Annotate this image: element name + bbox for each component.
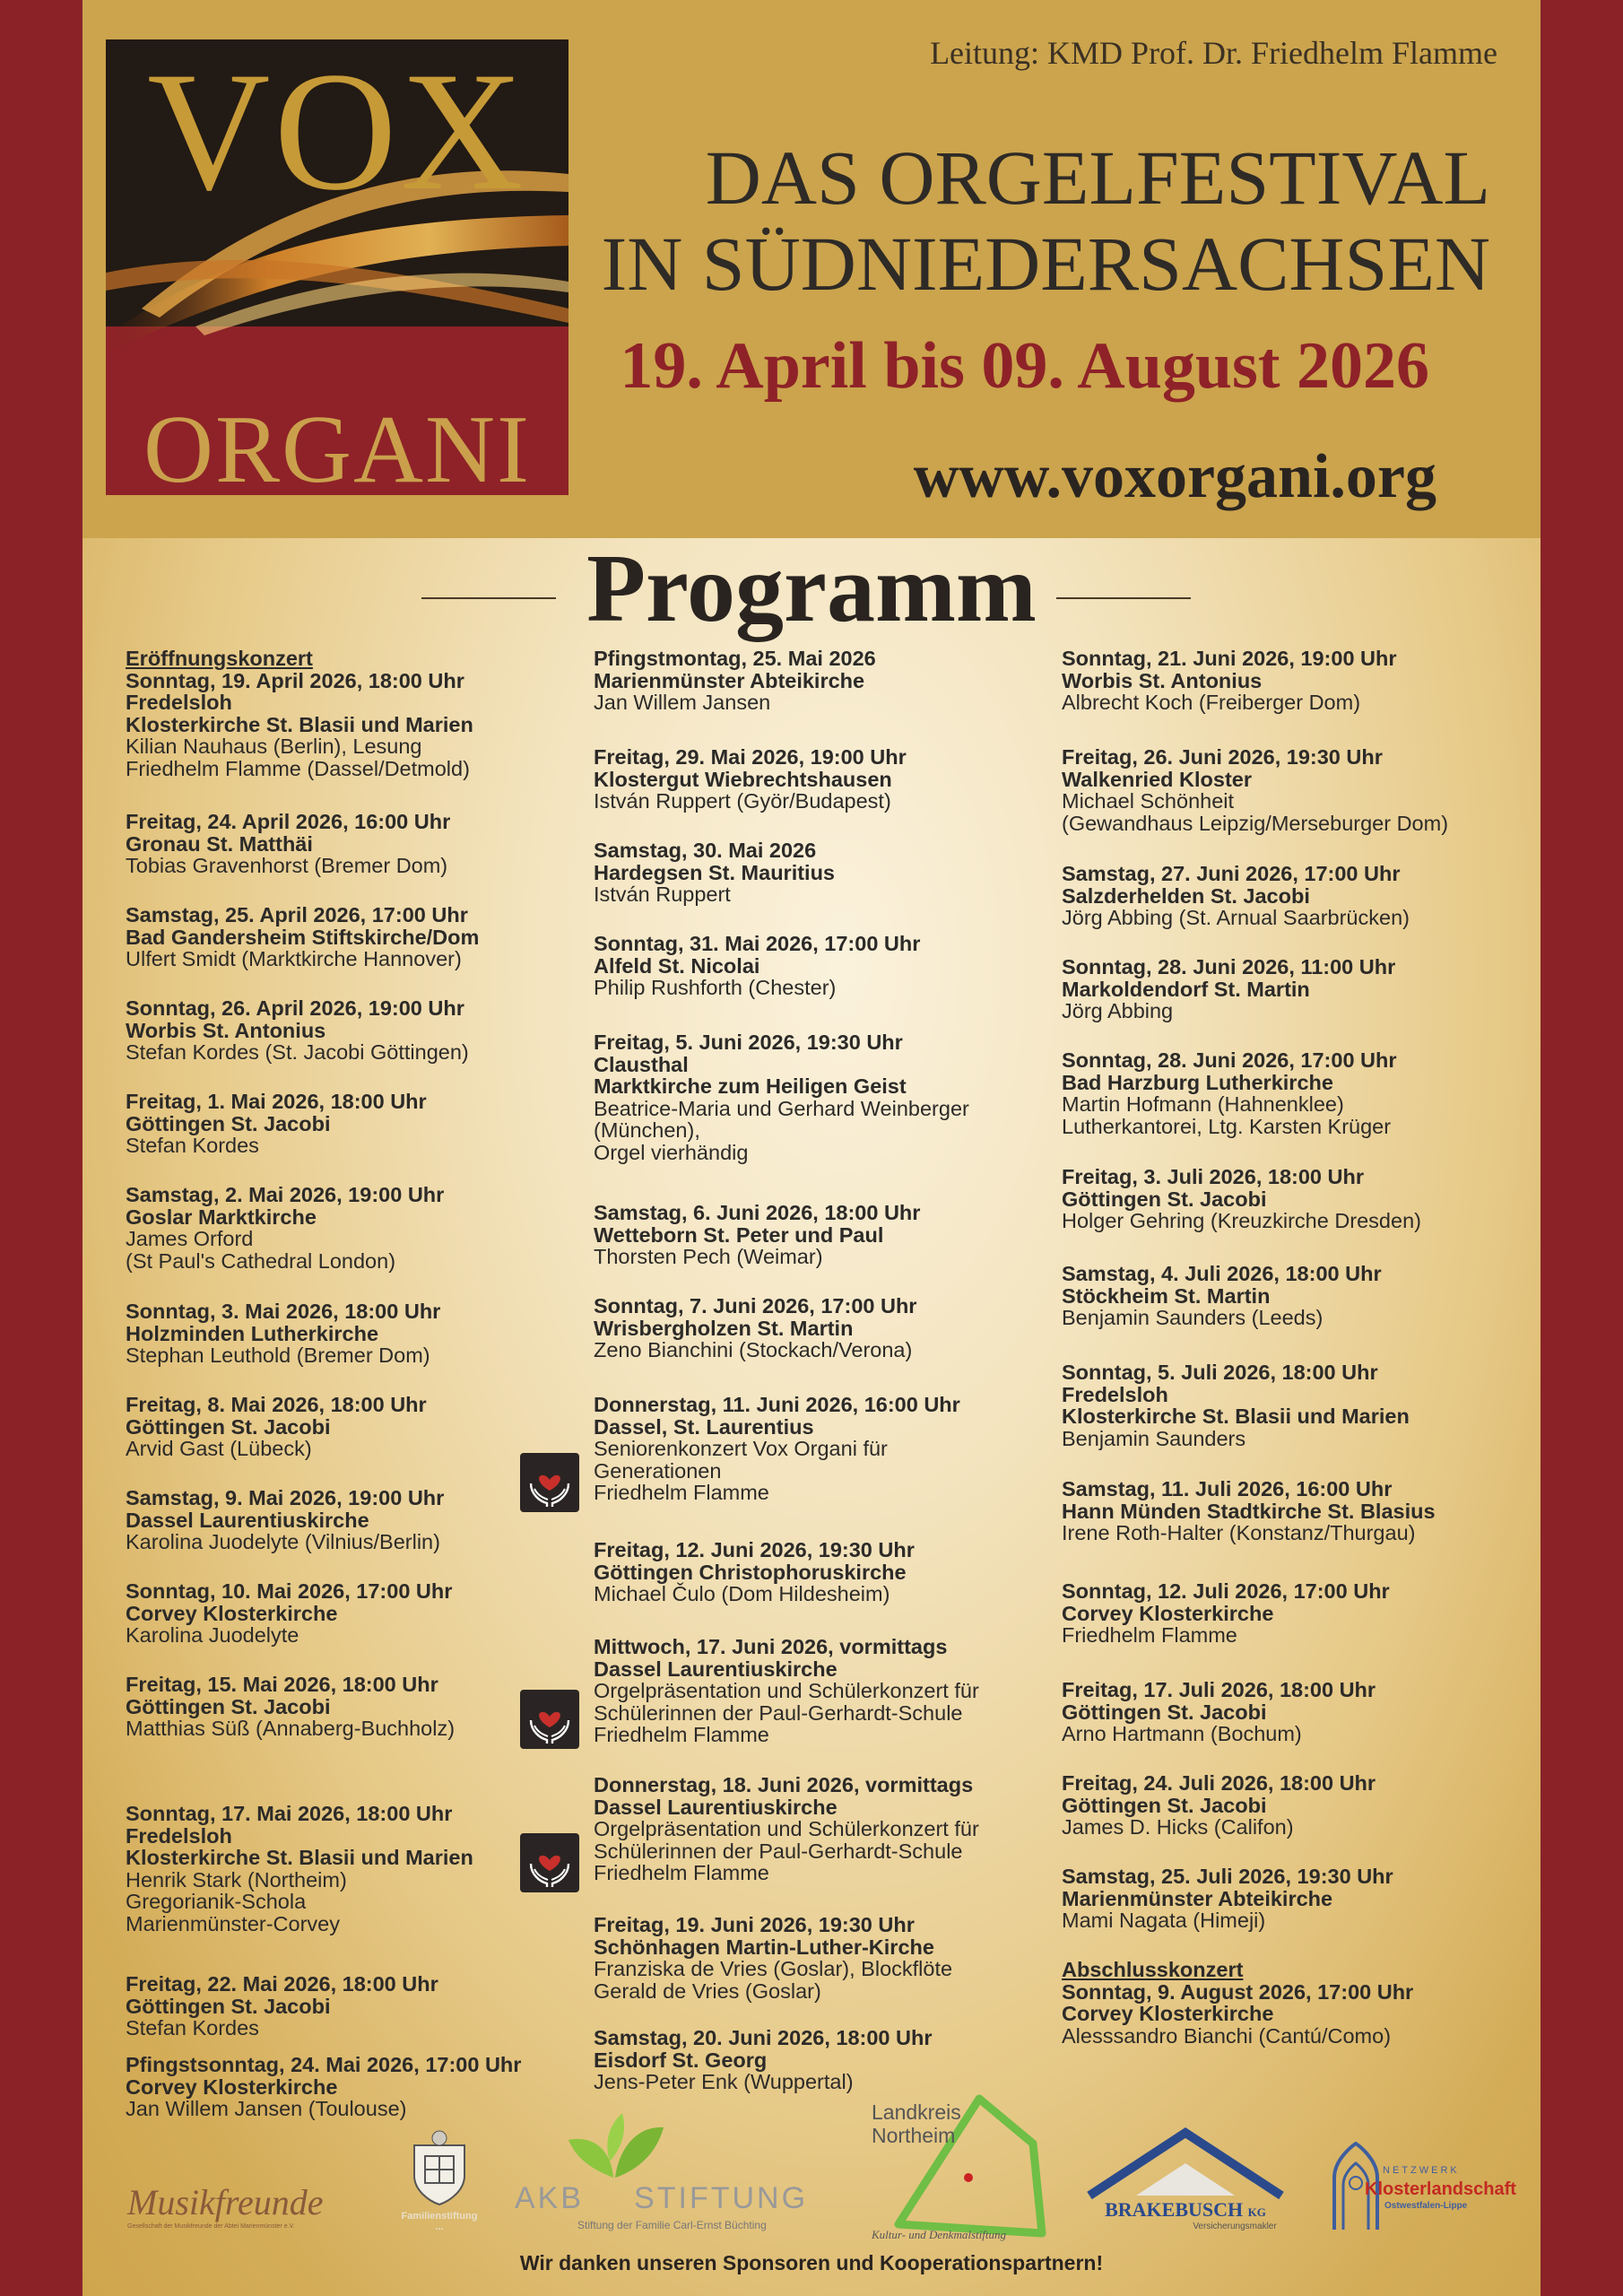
program-entry-line: Friedhelm Flamme — [1062, 1623, 1237, 1647]
program-entry-line: Markoldendorf St. Martin — [1062, 977, 1310, 1001]
leitung-text: Leitung: KMD Prof. Dr. Friedhelm Flamme — [930, 35, 1497, 71]
program-entry — [126, 648, 610, 779]
program-entry-line: Freitag, 8. Mai 2026, 18:00 Uhr — [126, 1393, 427, 1416]
program-entry-line: Marktkirche zum Heiligen Geist — [594, 1074, 907, 1098]
program-entry-line: Friedhelm Flamme — [594, 1723, 769, 1746]
program-entry-line: Gregorianik-Schola — [126, 1890, 307, 1913]
program-entry-line: Corvey Klosterkirche — [1062, 2002, 1274, 2025]
program-entry-line: Philip Rushforth (Chester) — [594, 976, 837, 999]
program-entry-line: Wrisbergholzen St. Martin — [594, 1316, 854, 1340]
website-link[interactable]: www.voxorgani.org — [913, 442, 1436, 511]
logo-vox-text: VOX — [147, 39, 527, 226]
program-entry-line: Göttingen St. Jacobi — [126, 1111, 331, 1135]
program-entry-line: Göttingen St. Jacobi — [126, 1694, 331, 1718]
program-entry-line: Göttingen St. Jacobi — [126, 1414, 331, 1439]
program-entry — [1062, 1772, 1546, 1839]
program-entry-line: Schülerinnen der Paul-Gerhardt-Schule — [594, 1839, 963, 1863]
akb-sub: Stiftung der Familie Carl-Ernst Büchting — [577, 2219, 767, 2231]
program-entry — [594, 1202, 1078, 1268]
program-entry — [594, 1394, 1078, 1504]
familienstiftung-label: Familienstiftung ... — [401, 2211, 478, 2232]
program-entry-line: Freitag, 1. Mai 2026, 18:00 Uhr — [126, 1090, 427, 1113]
program-entry-line: Stefan Kordes — [126, 2016, 259, 2039]
program-entry-line: Friedhelm Flamme — [594, 1481, 769, 1504]
netzwerk-label: NETZWERK — [1383, 2165, 1460, 2176]
program-entry-line: Freitag, 24. Juli 2026, 18:00 Uhr — [1062, 1771, 1376, 1795]
program-entry-line: Jörg Abbing — [1062, 999, 1174, 1022]
program-entry-line: Göttingen St. Jacobi — [1062, 1187, 1267, 1211]
program-entry-line: Klosterkirche St. Blasii und Marien — [1062, 1405, 1410, 1428]
program-entry-line: Klosterkirche St. Blasii und Marien — [126, 1846, 473, 1869]
program-entry-line: Alfeld St. Nicolai — [594, 953, 760, 978]
program-entry-line: Thorsten Pech (Weimar) — [594, 1245, 823, 1268]
program-entry-line: Tobias Gravenhorst (Bremer Dom) — [126, 854, 448, 877]
roof-icon — [1082, 2127, 1289, 2199]
hands-heart-icon — [520, 1453, 579, 1512]
program-entry-line: Eisdorf St. Georg — [594, 2048, 768, 2072]
program-entry-line: Sonntag, 3. Mai 2026, 18:00 Uhr — [126, 1300, 441, 1323]
program-entry-line: Freitag, 22. Mai 2026, 18:00 Uhr — [126, 1972, 438, 1996]
program-entry-line: Sonntag, 5. Juli 2026, 18:00 Uhr — [1062, 1361, 1378, 1384]
program-entry — [1062, 1959, 1546, 2047]
program-entry-line: Fredelsloh — [126, 1823, 232, 1848]
program-entry — [594, 1914, 1078, 2002]
program-entry-line: Pfingstsonntag, 24. Mai 2026, 17:00 Uhr — [126, 2053, 522, 2076]
program-entry-line: Holger Gehring (Kreuzkirche Dresden) — [1062, 1209, 1421, 1232]
program-entry — [1062, 1679, 1546, 1745]
program-entry-line: Friedhelm Flamme (Dassel/Detmold) — [126, 756, 470, 780]
brakebusch-text: BRAKEBUSCH — [1105, 2198, 1244, 2221]
program-entry-line: Freitag, 26. Juni 2026, 19:30 Uhr — [1062, 745, 1383, 769]
program-entry-line: Sonntag, 9. August 2026, 17:00 Uhr — [1062, 1979, 1414, 2004]
akb-text: AKB — [515, 2181, 585, 2215]
program-entry-line: Samstag, 27. Juni 2026, 17:00 Uhr — [1062, 862, 1401, 885]
musikfreunde-sub: Gesellschaft der Musikfreunde der Abtei Marienmünster e.V. — [127, 2223, 295, 2230]
program-entry-line: Lutherkantorei, Ltg. Karsten Krüger — [1062, 1114, 1392, 1138]
program-entry-line: Klosterkirche St. Blasii und Marien — [126, 712, 473, 736]
program-entry-line: Jan Willem Jansen (Toulouse) — [126, 2097, 407, 2120]
poster — [82, 0, 1541, 2296]
program-entry-line: Göttingen Christophoruskirche — [594, 1560, 907, 1584]
program-entry — [594, 933, 1078, 999]
title-line-2: IN SÜDNIEDERSACHSEN — [601, 221, 1490, 307]
program-entry-line: Göttingen St. Jacobi — [1062, 1793, 1267, 1817]
brakebusch-kg: KG — [1247, 2205, 1266, 2219]
owl-label: Ostwestfalen-Lippe — [1384, 2201, 1468, 2211]
program-entry-line: Fredelsloh — [1062, 1382, 1168, 1406]
program-entry-line: Sonntag, 21. Juni 2026, 19:00 Uhr — [1062, 647, 1397, 670]
program-entry-line: Jörg Abbing (St. Arnual Saarbrücken) — [1062, 906, 1410, 929]
program-entry-line: Karolina Juodelyte — [126, 1623, 299, 1647]
program-entry-line: István Ruppert — [594, 883, 731, 906]
program-entry-line: Orgelpräsentation und Schülerkonzert für — [594, 1679, 979, 1702]
program-entry-line: Eröffnungskonzert — [126, 647, 313, 670]
program-entry-line: Freitag, 5. Juni 2026, 19:30 Uhr — [594, 1031, 903, 1054]
program-entry — [1062, 1866, 1546, 1932]
program-entry — [126, 1091, 610, 1157]
brakebusch-sub: Versicherungsmakler — [1193, 2222, 1277, 2231]
program-entry-line: Freitag, 17. Juli 2026, 18:00 Uhr — [1062, 1678, 1376, 1701]
program-entry — [594, 746, 1078, 813]
program-entry-line: Michael Schönheit — [1062, 789, 1235, 813]
klosterlandschaft-label: Klosterlandschaft — [1365, 2179, 1516, 2199]
program-entry-line: Freitag, 24. April 2026, 16:00 Uhr — [126, 810, 451, 833]
sponsor-brakebusch — [1078, 2127, 1293, 2231]
program-entry-line: Samstag, 4. Juli 2026, 18:00 Uhr — [1062, 1262, 1382, 1285]
program-entry — [594, 648, 1078, 714]
program-entry-line: Michael Čulo (Dom Hildesheim) — [594, 1582, 890, 1605]
vox-organi-logo — [106, 39, 568, 495]
program-entry — [594, 1774, 1078, 1884]
program-entry-line: Stöckheim St. Martin — [1062, 1283, 1271, 1308]
program-entry-line: Sonntag, 31. Mai 2026, 17:00 Uhr — [594, 932, 921, 955]
program-entry-line: Benjamin Saunders — [1062, 1426, 1246, 1450]
program-entry — [126, 904, 610, 970]
landkreis-label — [872, 2100, 961, 2147]
program-entry-line: Dassel Laurentiuskirche — [594, 1795, 838, 1819]
program-entry-line: Henrik Stark (Northeim) — [126, 1867, 347, 1892]
program-entry — [1062, 746, 1546, 834]
program-entry-line: Ulfert Smidt (Marktkirche Hannover) — [126, 947, 462, 970]
program-entry-line: Martin Hofmann (Hahnenklee) — [1062, 1092, 1344, 1116]
program-entry-line: Jan Willem Jansen — [594, 691, 771, 714]
program-entry-line: Sonntag, 17. Mai 2026, 18:00 Uhr — [126, 1802, 453, 1825]
program-entry — [594, 1031, 1078, 1163]
sponsor-logos — [82, 2081, 1541, 2260]
program-entry-line: Bad Gandersheim Stiftskirche/Dom — [126, 925, 480, 949]
festival-dates: 19. April bis 09. August 2026 — [620, 329, 1429, 403]
program-entry-line: Corvey Klosterkirche — [1062, 1601, 1274, 1625]
program-entry — [126, 1973, 610, 2039]
program-entry-line: Generationen — [594, 1458, 722, 1483]
program-entry-line: Worbis St. Antonius — [126, 1018, 326, 1042]
program-entry-line: Marienmünster Abteikirche — [1062, 1886, 1333, 1910]
program-title: Programm — [586, 535, 1037, 642]
leaf-icon — [560, 2108, 667, 2179]
program-entry — [126, 997, 610, 1064]
program-entry — [126, 1394, 610, 1460]
program-entry — [126, 1184, 610, 1272]
program-entry-line: Franziska de Vries (Goslar), Blockflöte — [594, 1957, 953, 1980]
program-entry-line: Seniorenkonzert Vox Organi für — [594, 1437, 888, 1460]
program-entry-line: Donnerstag, 18. Juni 2026, vormittags — [594, 1773, 974, 1796]
program-entry-line: Freitag, 19. Juni 2026, 19:30 Uhr — [594, 1913, 915, 1936]
landkreis-sub: Kultur- und Denkmalstiftung — [872, 2228, 1006, 2241]
program-entry-line: Samstag, 6. Juni 2026, 18:00 Uhr — [594, 1201, 921, 1224]
program-entry-line: Beatrice-Maria und Gerhard Weinberger — [594, 1096, 969, 1120]
program-entry-line: Samstag, 9. Mai 2026, 19:00 Uhr — [126, 1486, 445, 1509]
program-entry-line: Wetteborn St. Peter und Paul — [594, 1222, 884, 1247]
program-entry-line: Zeno Bianchini (Stockach/Verona) — [594, 1338, 913, 1361]
program-entry — [594, 839, 1078, 906]
program-entry-line: Freitag, 3. Juli 2026, 18:00 Uhr — [1062, 1165, 1364, 1188]
program-entry-line: Schönhagen Martin-Luther-Kirche — [594, 1935, 934, 1959]
program-entry-line: Donnerstag, 11. Juni 2026, 16:00 Uhr — [594, 1393, 960, 1416]
header — [82, 0, 1541, 538]
program-entry-line: Holzminden Lutherkirche — [126, 1321, 379, 1345]
program-entry-line: Goslar Marktkirche — [126, 1205, 317, 1229]
program-entry-line: Worbis St. Antonius — [1062, 668, 1263, 692]
program-entry — [126, 1300, 610, 1367]
program-entry-line: Samstag, 2. Mai 2026, 19:00 Uhr — [126, 1183, 445, 1206]
program-entry-line: Sonntag, 10. Mai 2026, 17:00 Uhr — [126, 1579, 453, 1603]
program-entry-line: Clausthal — [594, 1052, 689, 1076]
program-entry-line: Freitag, 15. Mai 2026, 18:00 Uhr — [126, 1673, 438, 1696]
program-entry-line: Orgelpräsentation und Schülerkonzert für — [594, 1817, 979, 1840]
landkreis-line1: Landkreis — [872, 2100, 961, 2124]
sponsor-musikfreunde — [127, 2181, 334, 2230]
program-entry-line: Pfingstmontag, 25. Mai 2026 — [594, 647, 876, 670]
hands-heart-icon — [520, 1833, 579, 1892]
program-entry — [1062, 863, 1546, 929]
program-entry-line: Samstag, 25. April 2026, 17:00 Uhr — [126, 903, 468, 926]
musikfreunde-label: Musikfreunde — [127, 2182, 324, 2222]
program-entry-line: Samstag, 25. Juli 2026, 19:30 Uhr — [1062, 1865, 1393, 1888]
program-entry-line: Dassel, St. Laurentius — [594, 1414, 814, 1439]
hands-heart-icon — [520, 1690, 579, 1749]
program-entry — [594, 1295, 1078, 1361]
program-entry-line: Abschlusskonzert — [1062, 1958, 1244, 1981]
program-entry-line: Friedhelm Flamme — [594, 1861, 769, 1884]
program-entry-line: Alesssandro Bianchi (Cantú/Como) — [1062, 2023, 1392, 2048]
program-entry — [126, 811, 610, 877]
program-entry-line: Freitag, 12. Juni 2026, 19:30 Uhr — [594, 1538, 915, 1561]
program-entry — [1062, 1361, 1546, 1449]
akb-stiftung-text: STIFTUNG — [634, 2181, 809, 2215]
festival-title — [602, 135, 1490, 307]
program-entry-line: Sonntag, 28. Juni 2026, 17:00 Uhr — [1062, 1048, 1397, 1072]
program-entry — [1062, 1478, 1546, 1544]
program-entry-line: Arvid Gast (Lübeck) — [126, 1437, 312, 1460]
program-entry — [1062, 1580, 1546, 1647]
program-entry-line: Dassel Laurentiuskirche — [126, 1508, 369, 1532]
program-entry-line: Albrecht Koch (Freiberger Dom) — [1062, 691, 1361, 714]
program-entry-line: Dassel Laurentiuskirche — [594, 1657, 838, 1681]
program-entry-line: Walkenried Kloster — [1062, 767, 1252, 791]
program-entry-line: Matthias Süß (Annaberg-Buchholz) — [126, 1717, 456, 1740]
program-entry-line: Arno Hartmann (Bochum) — [1062, 1722, 1302, 1745]
program-entry-line: James D. Hicks (Califon) — [1062, 1815, 1294, 1839]
akb-label — [515, 2181, 808, 2216]
sponsor-landkreis-northeim — [872, 2090, 1051, 2242]
program-entry-line: Orgel vierhändig — [594, 1140, 749, 1164]
program-entry — [594, 1539, 1078, 1605]
program-entry-line: Marienmünster-Corvey — [126, 1911, 340, 1935]
program-entry — [1062, 1263, 1546, 1329]
program-entry-line: Irene Roth-Halter (Konstanz/Thurgau) — [1062, 1521, 1416, 1544]
program-entry-line: Stefan Kordes (St. Jacobi Göttingen) — [126, 1040, 469, 1064]
title-line-1: DAS ORGELFESTIVAL — [705, 135, 1490, 221]
brakebusch-label — [1078, 2198, 1293, 2222]
program-entry-line: Sonntag, 7. Juni 2026, 17:00 Uhr — [594, 1294, 917, 1318]
program-entry-line: Sonntag, 19. April 2026, 18:00 Uhr — [126, 668, 464, 692]
program-entry-line: Karolina Juodelyte (Vilnius/Berlin) — [126, 1530, 440, 1553]
program-entry — [1062, 956, 1546, 1022]
program-entry-line: (St Paul's Cathedral London) — [126, 1248, 396, 1273]
program-entry-line: Samstag, 20. Juni 2026, 18:00 Uhr — [594, 2026, 933, 2049]
program-entry-line: Sonntag, 26. April 2026, 19:00 Uhr — [126, 996, 464, 1020]
program-entry-line: Corvey Klosterkirche — [126, 2074, 338, 2099]
logo-organi-text: ORGANI — [143, 396, 531, 495]
program-entry-line: James Orford — [126, 1227, 254, 1250]
landkreis-line2: Northeim — [872, 2124, 956, 2147]
program-entry-line: Freitag, 29. Mai 2026, 19:00 Uhr — [594, 745, 907, 769]
program-entry-line: Gronau St. Matthäi — [126, 831, 313, 856]
program-entry-line: Bad Harzburg Lutherkirche — [1062, 1070, 1333, 1094]
program-entry-line: Gerald de Vries (Goslar) — [594, 1979, 821, 2003]
program-entry-line: Kilian Nauhaus (Berlin), Lesung — [126, 735, 422, 758]
program-entry-line: Stephan Leuthold (Bremer Dom) — [126, 1344, 430, 1367]
program-entry-line: Benjamin Saunders (Leeds) — [1062, 1306, 1324, 1329]
program-entry-line: Göttingen St. Jacobi — [126, 1994, 331, 2018]
program-entry — [1062, 1049, 1546, 1137]
program-entry-line: Corvey Klosterkirche — [126, 1601, 338, 1625]
program-entry-line: Hardegsen St. Mauritius — [594, 860, 835, 884]
program-entry-line: Mami Nagata (Himeji) — [1062, 1909, 1266, 1932]
program-entry-line: Schülerinnen der Paul-Gerhardt-Schule — [594, 1700, 963, 1725]
program-entry-line: Marienmünster Abteikirche — [594, 668, 865, 692]
program-entry-line: (Gewandhaus Leipzig/Merseburger Dom) — [1062, 811, 1449, 835]
program-entry-line: Sonntag, 28. Juni 2026, 11:00 Uhr — [1062, 955, 1396, 978]
program-entry-line: István Ruppert (Györ/Budapest) — [594, 789, 891, 813]
program-entry-line: Mittwoch, 17. Juni 2026, vormittags — [594, 1635, 948, 1658]
program-entry-line: Samstag, 11. Juli 2026, 16:00 Uhr — [1062, 1477, 1393, 1500]
program-entry-line: Fredelsloh — [126, 691, 232, 714]
program-entry-line: Sonntag, 12. Juli 2026, 17:00 Uhr — [1062, 1579, 1390, 1603]
program-entry-line: Hann Münden Stadtkirche St. Blasius — [1062, 1499, 1436, 1523]
sponsor-familienstiftung — [396, 2129, 482, 2232]
program-entry — [594, 1636, 1078, 1746]
program-entry-line: Jens-Peter Enk (Wuppertal) — [594, 2070, 854, 2093]
program-entry-line: Salzderhelden St. Jacobi — [1062, 883, 1310, 908]
program-entry-line: Göttingen St. Jacobi — [1062, 1700, 1267, 1724]
program-entry-line: Stefan Kordes — [126, 1134, 259, 1157]
program-entry-line: (München), — [594, 1118, 700, 1142]
program-entry — [1062, 648, 1546, 714]
program-entry — [126, 1580, 610, 1647]
program-entry-line: Klostergut Wiebrechtshausen — [594, 767, 892, 791]
program-entry-line: Samstag, 30. Mai 2026 — [594, 839, 817, 862]
thanks-footer: Wir danken unseren Sponsoren und Kooperationspartnern! — [519, 2251, 1104, 2274]
program-entry — [1062, 1166, 1546, 1232]
crest-icon — [404, 2129, 475, 2206]
